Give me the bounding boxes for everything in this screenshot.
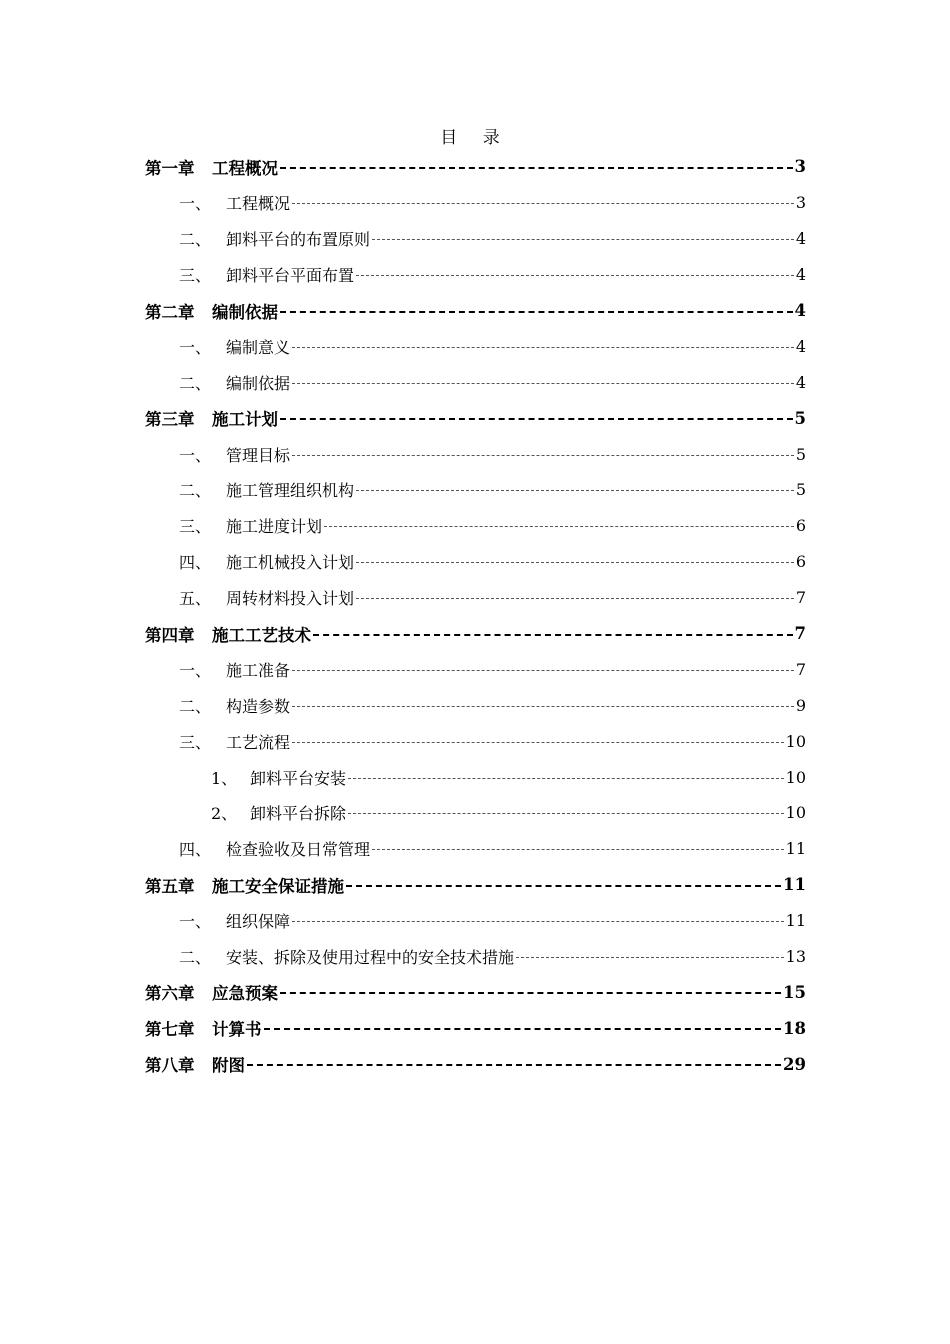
- entry-page-number: 11: [785, 911, 806, 931]
- dot-leader: [292, 383, 794, 384]
- entry-page-number: 4: [795, 336, 806, 356]
- toc-section-entry[interactable]: [145, 795, 806, 831]
- entry-number: 第七章: [145, 1020, 195, 1040]
- entry-number: 三、: [179, 517, 212, 537]
- entry-page-number: 10: [785, 731, 806, 751]
- entry-page-number: 4: [795, 265, 806, 285]
- entry-number: 2、: [211, 804, 238, 824]
- entry-title: 施工进度计划: [226, 517, 323, 537]
- dot-leader: [292, 921, 784, 922]
- toc-section-entry[interactable]: [145, 651, 806, 687]
- entry-page-number: 11: [783, 875, 806, 895]
- dot-leader: [280, 992, 781, 994]
- entry-page-number: 7: [795, 659, 806, 679]
- toc-section-entry[interactable]: [145, 939, 806, 975]
- entry-title: 编制意义: [226, 337, 291, 357]
- entry-title: 组织保障: [226, 912, 291, 932]
- toc-section-entry[interactable]: [145, 221, 806, 257]
- entry-number: 二、: [179, 373, 212, 393]
- entry-page-number: 11: [785, 839, 806, 859]
- entry-number: 二、: [179, 696, 212, 716]
- entry-page-number: 15: [783, 982, 806, 1002]
- dot-leader: [356, 562, 794, 563]
- entry-page-number: 13: [785, 947, 806, 967]
- entry-number: 第三章: [145, 410, 195, 430]
- entry-title: 施工工艺技术: [212, 625, 311, 645]
- entry-number: 二、: [179, 948, 212, 968]
- dot-leader: [324, 526, 794, 527]
- dot-leader: [280, 167, 793, 169]
- toc-title: 目 录: [440, 128, 510, 148]
- entry-number: 五、: [179, 589, 212, 609]
- toc-section-entry[interactable]: [145, 508, 806, 544]
- toc-chapter-entry[interactable]: [145, 293, 806, 329]
- entry-number: 一、: [179, 445, 212, 465]
- entry-title: 工程概况: [212, 158, 278, 178]
- entry-title: 编制依据: [212, 302, 278, 322]
- toc-section-entry[interactable]: [145, 580, 806, 616]
- toc-section-entry[interactable]: [145, 759, 806, 795]
- dot-leader: [516, 957, 784, 958]
- entry-number: 第八章: [145, 1056, 195, 1076]
- entry-number: 第六章: [145, 984, 195, 1004]
- toc-section-entry[interactable]: [145, 831, 806, 867]
- toc-list: [145, 149, 806, 1082]
- entry-title: 卸料平台平面布置: [226, 266, 355, 286]
- entry-page-number: 4: [795, 372, 806, 392]
- dot-leader: [292, 670, 794, 671]
- toc-chapter-entry[interactable]: [145, 1046, 806, 1082]
- entry-page-number: 29: [783, 1054, 806, 1074]
- dot-leader: [348, 813, 784, 814]
- toc-section-entry[interactable]: [145, 364, 806, 400]
- dot-leader: [372, 239, 794, 240]
- entry-title: 应急预案: [212, 984, 278, 1004]
- entry-title: 构造参数: [226, 696, 291, 716]
- entry-page-number: 5: [795, 444, 806, 464]
- entry-number: 第二章: [145, 302, 195, 322]
- entry-page-number: 4: [794, 301, 806, 320]
- dot-leader: [247, 1064, 781, 1066]
- entry-page-number: 10: [785, 803, 806, 823]
- toc-chapter-entry[interactable]: [145, 149, 806, 185]
- toc-section-entry[interactable]: [145, 723, 806, 759]
- entry-number: 第一章: [145, 158, 195, 178]
- entry-page-number: 9: [795, 695, 806, 715]
- entry-title: 卸料平台拆除: [250, 804, 347, 824]
- toc-section-entry[interactable]: [145, 544, 806, 580]
- entry-title: 工艺流程: [226, 732, 291, 752]
- entry-number: 一、: [179, 660, 212, 680]
- dot-leader: [372, 849, 784, 850]
- entry-number: 四、: [179, 840, 212, 860]
- entry-title: 管理目标: [226, 445, 291, 465]
- dot-leader: [292, 742, 784, 743]
- entry-title: 周转材料投入计划: [226, 589, 355, 609]
- entry-page-number: 4: [795, 229, 806, 249]
- entry-number: 三、: [179, 266, 212, 286]
- toc-chapter-entry[interactable]: [145, 616, 806, 652]
- entry-number: 1、: [211, 768, 238, 788]
- dot-leader: [356, 598, 794, 599]
- entry-page-number: 10: [785, 767, 806, 787]
- toc-chapter-entry[interactable]: [145, 400, 806, 436]
- toc-section-entry[interactable]: [145, 185, 806, 221]
- dot-leader: [356, 275, 794, 276]
- entry-page-number: 7: [794, 624, 806, 644]
- dot-leader: [292, 455, 794, 456]
- dot-leader: [313, 634, 793, 636]
- entry-title: 检查验收及日常管理: [226, 840, 371, 860]
- toc-chapter-entry[interactable]: [145, 974, 806, 1010]
- dot-leader: [292, 347, 794, 348]
- entry-title: 工程概况: [226, 194, 291, 214]
- entry-number: 第四章: [145, 625, 195, 645]
- entry-page-number: 18: [783, 1018, 806, 1038]
- entry-number: 四、: [179, 553, 212, 573]
- toc-section-entry[interactable]: [145, 687, 806, 723]
- entry-number: 三、: [179, 732, 212, 752]
- entry-number: 二、: [179, 230, 212, 250]
- dot-leader: [348, 778, 784, 779]
- toc-chapter-entry[interactable]: [145, 1010, 806, 1046]
- dot-leader: [292, 203, 794, 204]
- entry-page-number: 5: [795, 480, 806, 500]
- entry-page-number: 5: [794, 408, 806, 428]
- dot-leader: [280, 418, 793, 420]
- entry-title: 施工管理组织机构: [226, 481, 355, 501]
- dot-leader: [292, 706, 794, 707]
- entry-title: 施工准备: [226, 660, 291, 680]
- entry-number: 一、: [179, 194, 212, 214]
- entry-title: 施工机械投入计划: [226, 553, 355, 573]
- dot-leader: [346, 885, 781, 887]
- entry-title: 安装、拆除及使用过程中的安全技术措施: [226, 948, 515, 968]
- entry-title: 计算书: [212, 1020, 262, 1040]
- entry-title: 卸料平台的布置原则: [226, 230, 371, 250]
- entry-number: 二、: [179, 481, 212, 501]
- toc-section-entry[interactable]: [145, 257, 806, 293]
- dot-leader: [264, 1028, 782, 1030]
- toc-section-entry[interactable]: [145, 436, 806, 472]
- entry-number: 一、: [179, 337, 212, 357]
- entry-title: 施工安全保证措施: [212, 876, 344, 896]
- dot-leader: [356, 490, 794, 491]
- entry-title: 编制依据: [226, 373, 291, 393]
- dot-leader: [280, 311, 793, 313]
- entry-page-number: 3: [795, 193, 806, 213]
- entry-page-number: 7: [795, 588, 806, 608]
- entry-title: 施工计划: [212, 410, 278, 430]
- entry-page-number: 6: [795, 552, 806, 572]
- toc-section-entry[interactable]: [145, 328, 806, 364]
- toc-section-entry[interactable]: [145, 472, 806, 508]
- toc-section-entry[interactable]: [145, 903, 806, 939]
- toc-chapter-entry[interactable]: [145, 867, 806, 903]
- entry-number: 第五章: [145, 876, 195, 896]
- entry-page-number: 6: [795, 516, 806, 536]
- entry-title: 卸料平台安装: [250, 768, 347, 788]
- entry-title: 附图: [212, 1056, 245, 1076]
- entry-number: 一、: [179, 912, 212, 932]
- entry-page-number: 3: [794, 157, 806, 177]
